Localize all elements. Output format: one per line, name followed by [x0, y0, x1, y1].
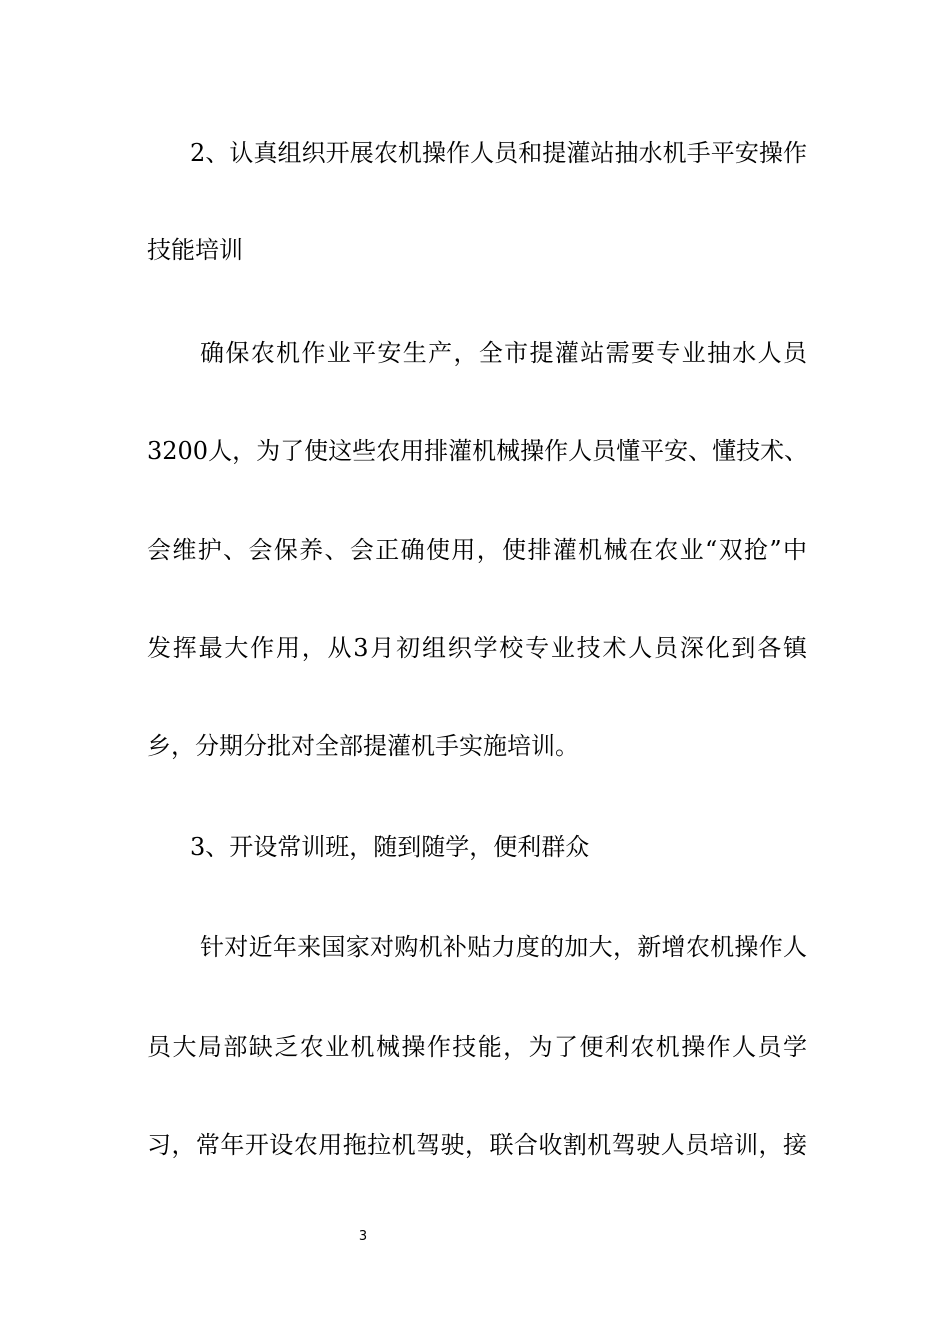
page-number: 3 — [358, 1229, 368, 1244]
paragraph-line: 3200人，为了使这些农用排灌机械操作人员懂平安、懂技术、 — [147, 437, 809, 465]
paragraph-line: 确保农机作业平安生产，全市提灌站需要专业抽水人员 — [200, 339, 807, 367]
paragraph-line: 员大局部缺乏农业机械操作技能，为了便利农机操作人员学 — [147, 1033, 807, 1061]
section-heading-2: 2、认真组织开展农机操作人员和提灌站抽水机手平安操作 — [190, 139, 807, 167]
section-heading-3: 3、开设常训班，随到随学，便利群众 — [190, 833, 590, 861]
paragraph-line: 针对近年来国家对购机补贴力度的加大，新增农机操作人 — [200, 933, 807, 961]
paragraph-line: 会维护、会保养、会正确使用，使排灌机械在农业“双抢”中 — [147, 536, 807, 564]
paragraph-line: 技能培训 — [147, 236, 243, 264]
paragraph-line: 发挥最大作用，从3月初组织学校专业技术人员深化到各镇 — [147, 634, 807, 662]
paragraph-line: 乡，分期分批对全部提灌机手实施培训。 — [147, 732, 579, 760]
paragraph-line: 习，常年开设农用拖拉机驾驶，联合收割机驾驶人员培训，接 — [147, 1131, 807, 1159]
